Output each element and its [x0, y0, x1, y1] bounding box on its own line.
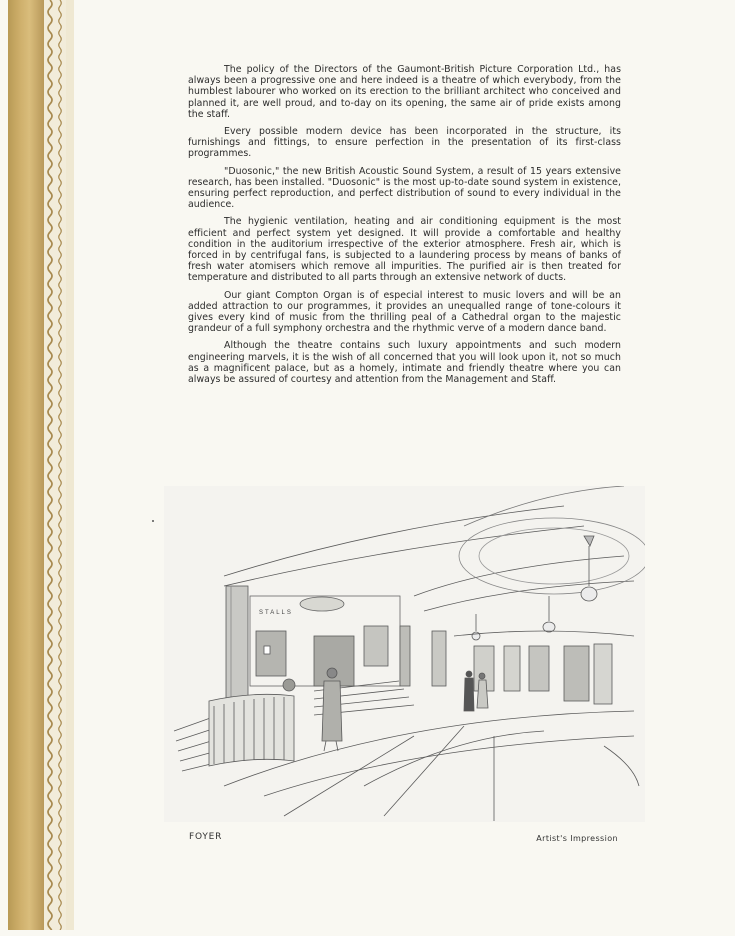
paragraph-duosonic: "Duosonic," the new British Acoustic Sound System, a result of 15 years extensive research, has been installed. "Duosonic" is the most up-to-date sound system in existence, ensuring perfect reproduction, and perfect distribution of sound to every individual in the audience. [188, 165, 621, 211]
caption-foyer: FOYER [189, 832, 223, 842]
body-text [188, 64, 621, 391]
stalls-sign: STALLS [259, 610, 293, 616]
border-inner-edge [66, 0, 74, 930]
paragraph-luxury: Although the theatre contains such luxury appointments and such modern engineering marvels, it is the wish of all concerned that you will look upon it, not so much as a magnificent palace, but as a homely, intimate and friendly theatre where you can always be assured of courtesy and attention from the Management and Staff. [188, 340, 621, 386]
gold-border-strip [8, 0, 44, 930]
paragraph-modern-device: Every possible modern device has been incorporated in the structure, its furnishings and fittings, to ensure perfection in the presentation of its first-class programmes. [188, 126, 621, 160]
ink-fleck [152, 520, 154, 522]
foyer-illustration [164, 486, 645, 822]
paragraph-policy: The policy of the Directors of the Gaumont-British Picture Corporation Ltd., has always been a progressive one and here indeed is a theatre of which everybody, from the humblest labourer who worked on its erection to the brilliant architect who conceived and planned it, are well proud, and to-day on its opening, the same air of pride exists among the staff. [188, 64, 621, 120]
caption-artists-impression: Artist's Impression [536, 834, 618, 843]
wavy-border-ornament [44, 0, 66, 930]
foyer-sketch [164, 486, 645, 822]
paragraph-compton-organ: Our giant Compton Organ is of especial interest to music lovers and will be an added attraction to our programmes, it provides an unequalled range of tone-colours it gives every kind of music from the thrilling peal of a Cathedral organ to the majestic grandeur of a full symphony orchestra and the rhythmic verve of a modern dance band. [188, 289, 621, 335]
paragraph-ventilation: The hygienic ventilation, heating and air conditioning equipment is the most efficient and perfect system yet designed. It will provide a comfortable and healthy condition in the auditorium irrespective of the exterior atmosphere. Fresh air, which is forced in by centrifugal fans, is subjected to a laundering process by means of banks of fresh water atomisers which remove all impurities. The purified air is then treated for temperature and distributed to all parts through an extensive network of ducts. [188, 216, 621, 284]
